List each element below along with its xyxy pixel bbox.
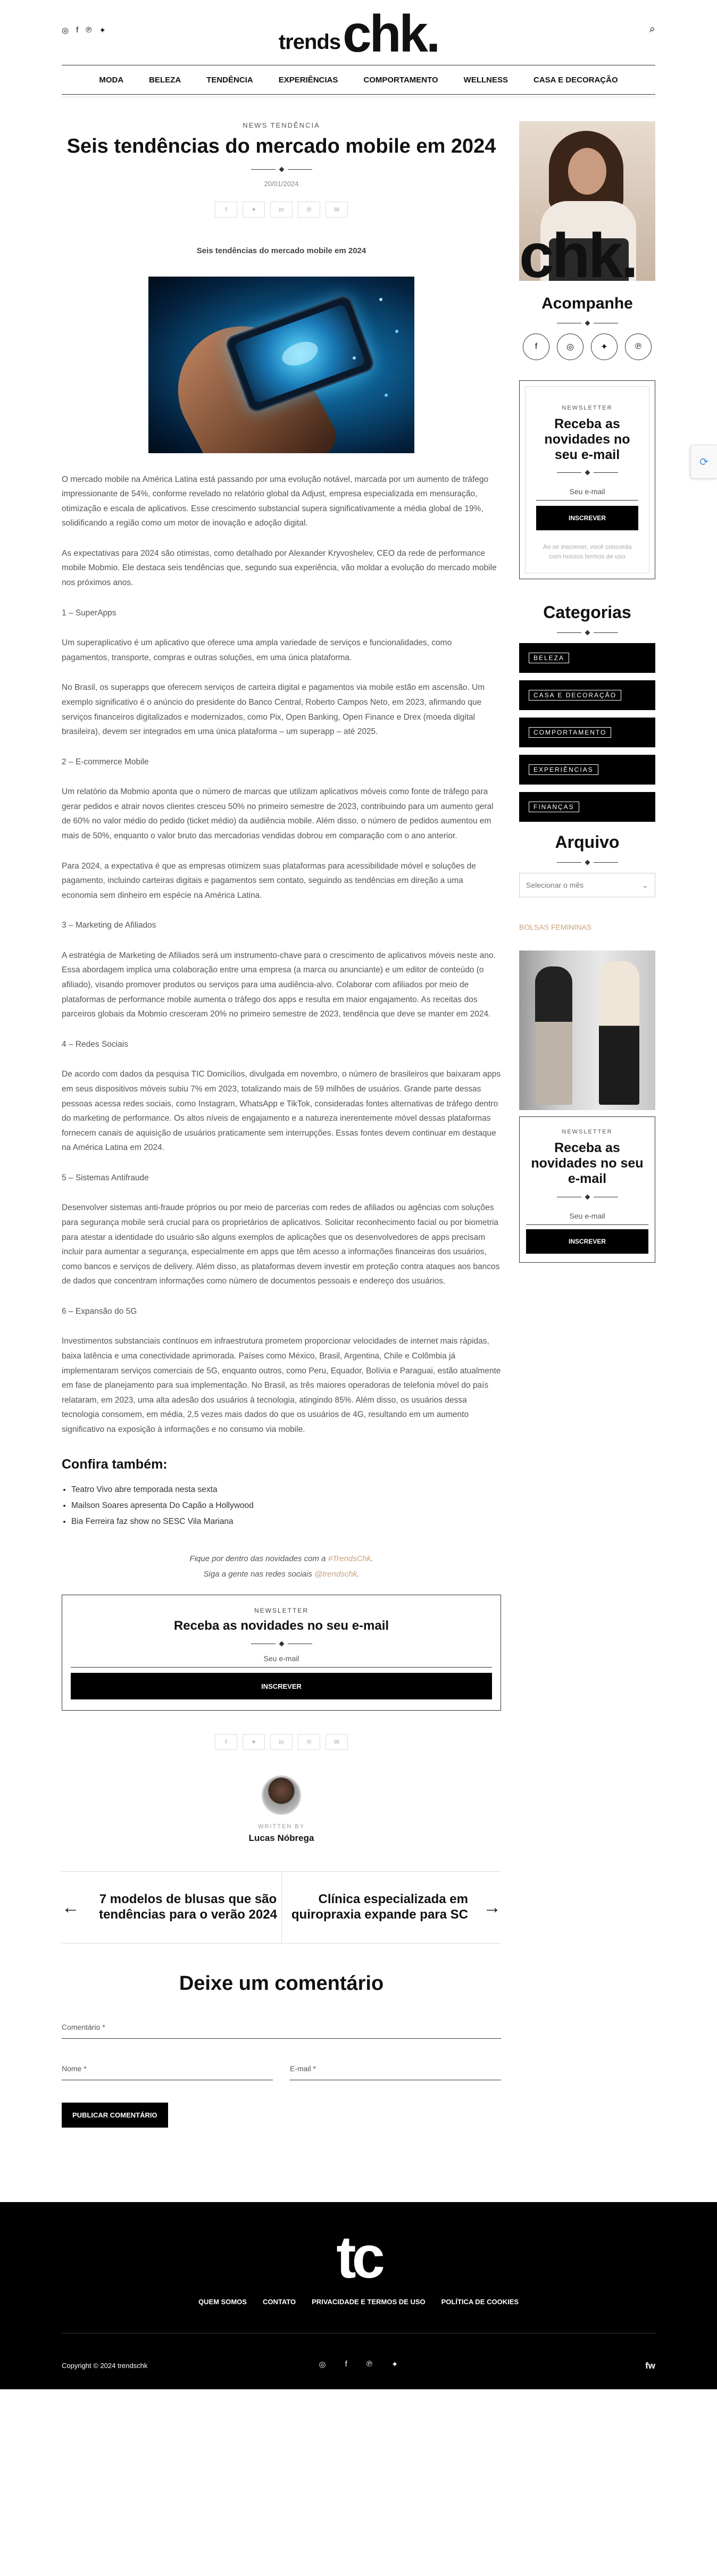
section-heading: 6 – Expansão do 5G	[62, 1306, 137, 1316]
sidebar-social	[519, 334, 655, 360]
pinterest-icon[interactable]: ℗	[298, 202, 320, 218]
facebook-icon[interactable]: f	[76, 26, 79, 35]
site-header	[62, 0, 655, 65]
paragraph: De acordo com dados da pesquisa TIC Domicílios, divulgada em novembro, o número de brasileiros que baixaram apps em seus dispositivos móveis subiu 7% em 2023, totalizando mais de 59 milhões de usuários. Grande parte dessas pessoas acessa redes sociais, como Instagram, WhatsApp e TikTok, consideradas fontes alternativas de tráfego dentro do marketing de performance. Os altos níveis de engajamento e a natureza inerentemente móvel dessas plataformas fornecem canais de aquisição de usuários praticamente sem interrupções. Essas fontes devem continuar em destaque na América Latina em 2024.	[62, 1070, 501, 1153]
instagram-icon[interactable]: ◎	[62, 26, 69, 35]
newsletter-email-input[interactable]: Seu e-mail	[536, 487, 638, 501]
categories-title: Categorias	[543, 603, 631, 622]
category-casa-decoracao[interactable]: CASA E DECORAÇÃO	[519, 680, 655, 710]
facebook-icon[interactable]: f	[215, 202, 237, 218]
sidebar-promo-image[interactable]	[519, 121, 655, 281]
avatar[interactable]	[262, 1775, 301, 1815]
facebook-icon[interactable]: f	[345, 2360, 347, 2369]
header-social	[62, 26, 106, 35]
chevron-down-icon: ⌄	[642, 880, 648, 889]
newsletter-box	[62, 1595, 501, 1711]
nav-item-casa-decoracao[interactable]: CASA E DECORAÇÃO	[533, 75, 618, 85]
prev-post-link[interactable]	[62, 1872, 281, 1943]
section-heading: 4 – Redes Sociais	[62, 1039, 128, 1049]
paragraph: Um relatório da Mobmio aponta que o número de marcas que utilizam aplicativos móveis como fonte de tráfego para gerar pedidos e atrair novos clientes cresceu 50% no primeiro semestre de 2023, contribuindo para um aumento geral de 60% no valor médio do pedido (ticket médio) da audiência mobile. Além disso, o número de pedidos aumentou em mais de 50%, enquanto o valor bruto das mercadorias vendidas dobrou em comparação com o ano anterior.	[62, 787, 494, 840]
see-also-item[interactable]: • Mailson Soares apresenta Do Capão a Hollywood	[71, 1499, 501, 1512]
paragraph: Um superaplicativo é um aplicativo que oferece uma ampla variedade de serviços e funcionalidades, como pagamentos, transporte, compras e outras soluções, em uma única plataforma.	[62, 638, 452, 662]
nav-item-beleza[interactable]: BELEZA	[149, 75, 181, 85]
twitter-icon[interactable]: ✦	[391, 2360, 398, 2370]
pinterest-icon[interactable]: ℗	[298, 1734, 320, 1750]
category-financas[interactable]: FINANÇAS	[519, 792, 655, 822]
linkedin-icon[interactable]: in	[270, 202, 293, 218]
bolsas-link[interactable]: BOLSAS FEMININAS	[519, 923, 592, 932]
category-comportamento[interactable]: COMPORTAMENTO	[519, 718, 655, 747]
site-footer	[0, 2202, 717, 2389]
site-logo[interactable]	[278, 4, 439, 63]
category-beleza[interactable]: BELEZA	[519, 643, 655, 673]
arrow-left-icon: ←	[62, 1897, 80, 1918]
twitter-icon[interactable]: ✦	[591, 334, 618, 360]
social-handle-link[interactable]: @trendschk	[314, 1569, 357, 1579]
instagram-icon[interactable]: ◎	[557, 334, 583, 360]
section-heading: 1 – SuperApps	[62, 608, 116, 618]
article-date: 20/01/2024	[264, 179, 299, 188]
subscribe-button[interactable]: INSCREVER	[526, 1229, 648, 1254]
facebook-icon[interactable]: f	[523, 334, 549, 360]
footer-link-privacidade[interactable]: PRIVACIDADE E TERMOS DE USO	[312, 2298, 426, 2306]
nav-item-experiencias[interactable]: EXPERIÊNCIAS	[278, 75, 338, 85]
newsletter-heading: Receba as novidades no seu e-mail	[531, 1140, 644, 1186]
prev-post-title: 7 modelos de blusas que são tendências para o verão 2024	[99, 1892, 277, 1922]
newsletter-heading: Receba as novidades no seu e-mail	[544, 416, 630, 462]
sidebar-fashion-image[interactable]	[519, 951, 655, 1110]
pinterest-icon[interactable]: ℗	[86, 26, 92, 35]
archive-select[interactable]: Selecionar o mês ⌄	[519, 873, 655, 897]
subscribe-button[interactable]: INSCREVER	[71, 1673, 492, 1699]
footer-links	[0, 2298, 717, 2306]
follow-title: Acompanhe	[541, 295, 633, 312]
category-experiencias[interactable]: EXPERIÊNCIAS	[519, 755, 655, 785]
twitter-icon[interactable]: ✦	[243, 202, 265, 218]
hero-image	[148, 277, 414, 453]
logo-big: chk.	[343, 4, 439, 63]
see-also-title: Confira também:	[62, 1456, 168, 1472]
paragraph: No Brasil, os superapps que oferecem serviços de carteira digital e pagamentos via mobile estão em ascensão. Um exemplo significativo é o anúncio do presidente do Banco Central, Roberto Campos Neto, em 2023, afirmando que serviços financeiros digitalizados e modernizados, como Pix, Open Banking, Open Finance e Drex (moeda digital brasileira), devem ser integrados em uma única plataforma – um superapp – até 2025.	[62, 683, 485, 737]
newsletter-email-input[interactable]: Seu e-mail	[526, 1212, 648, 1225]
nav-item-moda[interactable]: MODA	[99, 75, 124, 85]
sidebar-newsletter	[519, 380, 655, 579]
article-category[interactable]: NEWS TENDÊNCIA	[243, 121, 320, 129]
archive-title: Arquivo	[555, 832, 620, 852]
paragraph: Desenvolver sistemas anti-fraude próprios ou por meio de parcerias com redes de afiliados ou agências com soluções para segurança mobile será crucial para os proprietários de aplicativos. Solicitar reconhecimento facial ou por biometria para atestar a identidade do usuário são alguns exemplos de aplicações que os desenvolvedores de apps precisam incluir para aumentar a segurança, especialmente em apps que têm acesso a informações financeiras dos usuários, como bancos e serviços de delivery. Além disso, as plataformas devem investir em proteção contra ataques aos bancos de dados que concentram informações como número de documentos pessoais e endereço dos usuários.	[62, 1203, 500, 1286]
paragraph: Investimentos substanciais contínuos em infraestrutura prometem proporcionar velocidades de internet mais rápidas, baixa latência e uma conectividade aprimorada. Países como México, Brasil, Argentina, Chile e Colômbia já implementaram serviços comerciais de 5G, enquanto outros, como Peru, Equador, Bolívia e Paraguai, estão atualmente em fase de planejamento para sua implementação. No Brasil, as três maiores operadoras de telefonia móvel do país relataram, em 2023, uma alta adesão dos usuários à tecnologia, atingindo 85%. Além disso, os usuários dessa tecnologia consomem, em média, 2,5 vezes mais dados do que os usuários de 4G, resultando em um aumento significativo na exposição à informações e no consumo via mobile.	[62, 1337, 501, 1434]
email-field[interactable]: E-mail *	[290, 2064, 501, 2080]
email-icon[interactable]: ✉	[326, 1734, 348, 1750]
paragraph: As expectativas para 2024 são otimistas, como detalhado por Alexander Kryvoshelev, CEO da rede de performance mobile Mobmio. Ele destaca seis tendências que, segundo sua experiência, vão moldar a evolução do mercado mobile nos próximos anos.	[62, 548, 497, 588]
article	[62, 121, 501, 2128]
author-box	[62, 1775, 501, 1844]
newsletter-heading: Receba as novidades no seu e-mail	[173, 1619, 389, 1633]
footer-link-quem-somos[interactable]: QUEM SOMOS	[198, 2298, 247, 2306]
comments-title: Deixe um comentário	[179, 1972, 384, 1995]
copyright: Copyright © 2024 trendschk	[62, 2362, 148, 2370]
developer-badge[interactable]: fw	[645, 2361, 655, 2371]
paragraph: Para 2024, a expectativa é que as empresas otimizem suas plataformas para acessibilidade móvel e soluções de pagamento, incluindo carteiras digitais e pagamentos sem contato, seguindo as tendências em direção a uma economia sem dinheiro em espécie na América Latina.	[62, 861, 476, 900]
nav-item-tendencia[interactable]: TENDÊNCIA	[206, 75, 253, 85]
email-icon[interactable]: ✉	[326, 202, 348, 218]
facebook-icon[interactable]: f	[215, 1734, 237, 1750]
share-bar-bottom	[62, 1734, 501, 1750]
written-by-label: WRITTEN BY	[258, 1823, 305, 1830]
title-divider	[62, 168, 501, 171]
paragraph: A estratégia de Marketing de Afiliados será um instrumento-chave para o crescimento de aplicativos móveis neste ano. Essa abordagem implica uma colaboração entre uma empresa (a marca ou anunciante) e um editor de conteúdo (o afiliado), visando promover produtos ou serviços para uma audiência-alvo. Colaborar com afiliados por meio de plataformas de performance mobile aumenta o tráfego dos apps e resulta em maior engajamento. As receitas dos parceiros globais da Mobmio cresceram 20% no primeiro semestre de 2023, tendência que deve se manter em 2024.	[62, 951, 496, 1019]
main-nav	[62, 65, 655, 95]
sidebar	[519, 121, 655, 2128]
linkedin-icon[interactable]: in	[270, 1734, 293, 1750]
arrow-right-icon: →	[483, 1897, 501, 1918]
promo-logo-mark: chk.	[519, 221, 637, 281]
hashtag-link[interactable]: #TrendsChk	[328, 1554, 371, 1564]
footer-logo[interactable]: tc	[336, 2224, 381, 2291]
nav-item-wellness[interactable]: WELLNESS	[463, 75, 508, 85]
article-subtitle: Seis tendências do mercado mobile em 2024	[196, 246, 366, 255]
search-icon[interactable]: ⌕	[649, 23, 655, 35]
follow-us: Fique por dentro das novidades com a #TrendsChk. Siga a gente nas redes sociais @trendschk.	[189, 1554, 373, 1579]
paragraph: O mercado mobile na América Latina está passando por uma evolução notável, marcada por um aumento de tráfego impressionante de 54%, conforme revelado no relatório global da Adjust, empresa especializada em mensuração, otimização e escala de aplicativos. Esse crescimento substancial supera significativamente a média global de 19%, solidificando a região como um motor de inovação e adoção digital.	[62, 474, 489, 528]
recaptcha-badge[interactable]: ⟳	[690, 445, 717, 479]
twitter-icon[interactable]: ✦	[99, 26, 106, 35]
newsletter-email-input[interactable]: Seu e-mail	[71, 1654, 492, 1668]
article-title: Seis tendências do mercado mobile em 2024	[66, 135, 496, 157]
newsletter-label: NEWSLETTER	[562, 405, 613, 411]
name-field[interactable]: Nome *	[62, 2064, 273, 2080]
newsletter-label: NEWSLETTER	[562, 1129, 613, 1136]
pinterest-icon[interactable]: ℗	[366, 2360, 372, 2369]
post-navigation	[62, 1871, 501, 1944]
logo-small: trends	[278, 30, 341, 54]
newsletter-terms: Ao se inscrever, você concorda com nossos termos de uso	[543, 543, 632, 561]
footer-link-cookies[interactable]: POLÍTICA DE COOKIES	[441, 2298, 519, 2306]
see-also-item[interactable]: • Teatro Vivo abre temporada nesta sexta	[71, 1483, 501, 1496]
footer-link-contato[interactable]: CONTATO	[262, 2298, 296, 2306]
comment-field[interactable]: Comentário *	[62, 2023, 501, 2039]
comment-form	[62, 1972, 501, 2128]
see-also-list	[71, 1483, 501, 1528]
author-name[interactable]: Lucas Nóbrega	[248, 1833, 314, 1844]
next-post-link[interactable]	[281, 1872, 501, 1943]
nav-item-comportamento[interactable]: COMPORTAMENTO	[363, 75, 438, 85]
section-heading: 5 – Sistemas Antifraude	[62, 1173, 149, 1182]
submit-comment-button[interactable]: PUBLICAR COMENTÁRIO	[62, 2103, 168, 2128]
subscribe-button[interactable]: INSCREVER	[536, 506, 638, 530]
see-also-item[interactable]: • Bia Ferreira faz show no SESC Vila Mariana	[71, 1515, 501, 1528]
share-bar-top	[62, 202, 501, 218]
footer-social	[319, 2360, 398, 2369]
next-post-title: Clínica especializada em quiropraxia expande para SC	[291, 1892, 468, 1922]
pinterest-icon[interactable]: ℗	[625, 334, 652, 360]
article-body	[62, 472, 501, 1528]
section-heading: 3 – Marketing de Afiliados	[62, 921, 156, 930]
twitter-icon[interactable]: ✦	[243, 1734, 265, 1750]
section-heading: 2 – E-commerce Mobile	[62, 757, 149, 766]
newsletter-label: NEWSLETTER	[254, 1607, 309, 1615]
sidebar-newsletter-2	[519, 1116, 655, 1262]
instagram-icon[interactable]: ◎	[319, 2360, 326, 2370]
